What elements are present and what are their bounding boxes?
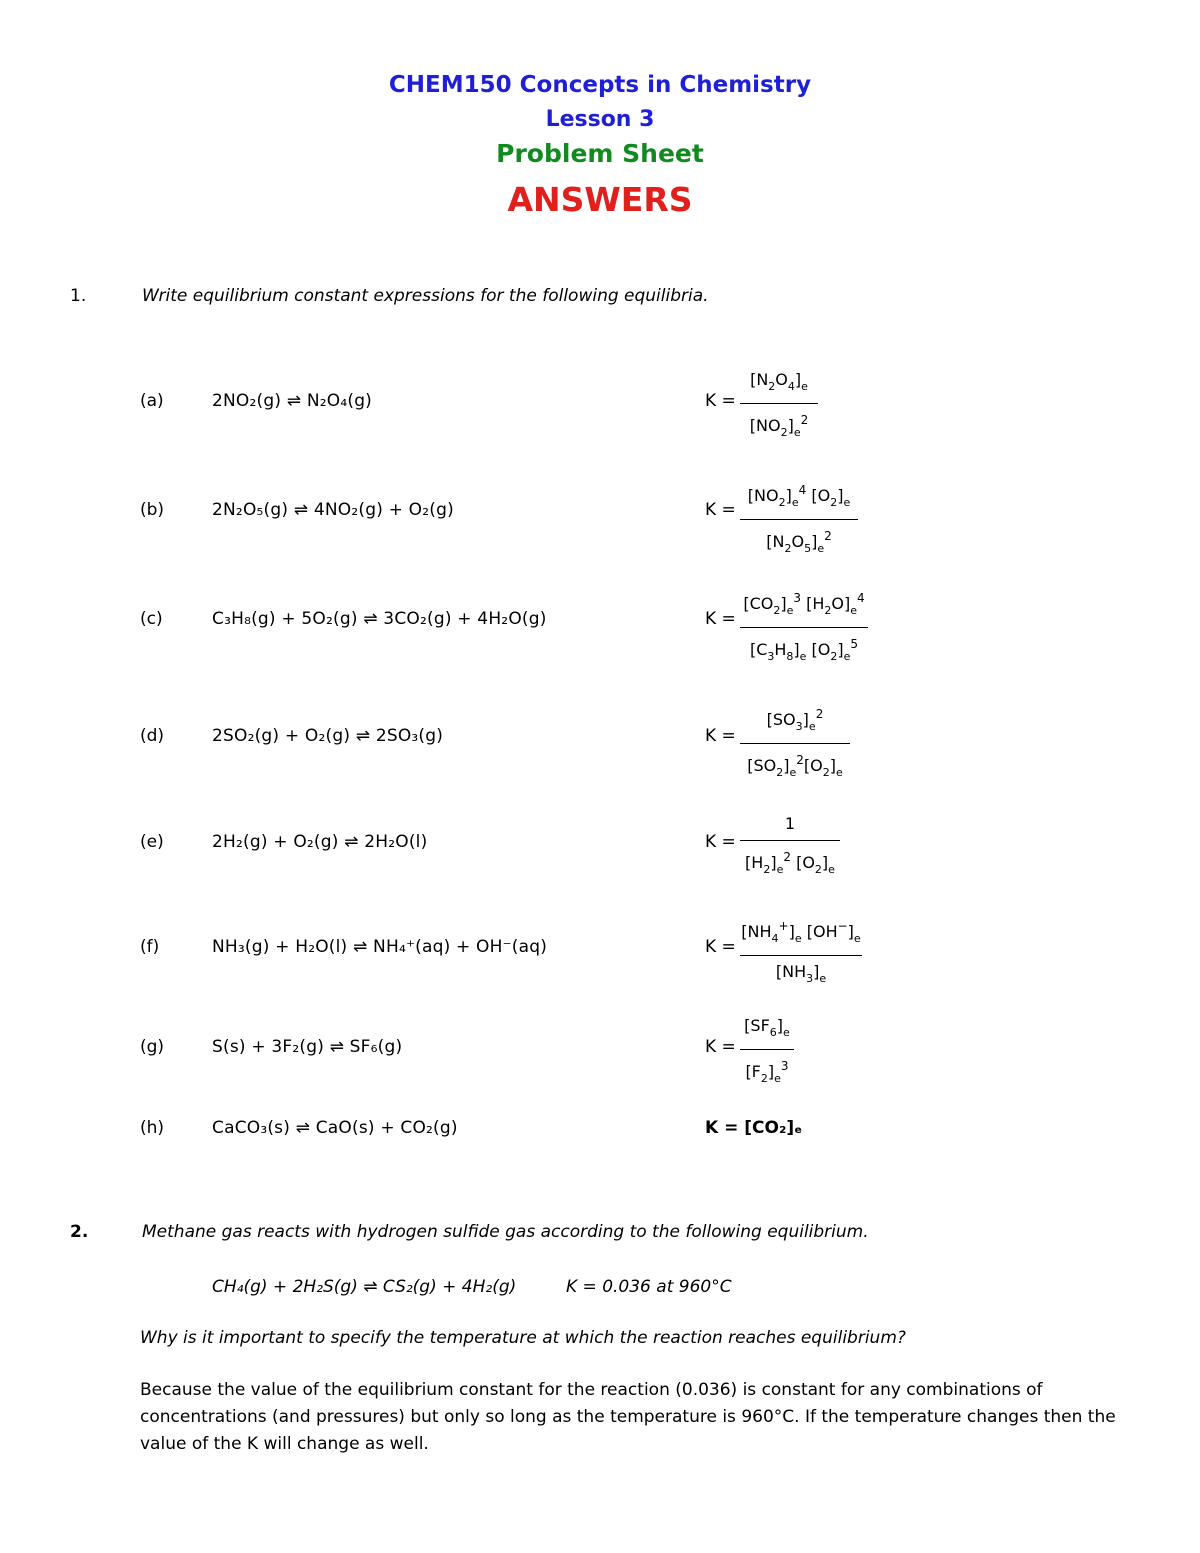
item-f-label: (f): [140, 937, 160, 957]
sheet-title: Problem Sheet: [496, 139, 704, 168]
item-f-reaction: NH₃(g) + H₂O(l) ⇌ NH₄⁺(aq) + OH⁻(aq): [212, 937, 548, 957]
question-2-number: 2.: [70, 1222, 89, 1242]
item-e-label: (e): [140, 832, 164, 852]
item-a-expression: $[N_2O_4]_e$ $[NO_2]_e^2$: [740, 370, 818, 443]
item-b-k-label: K =: [705, 500, 736, 520]
item-g-k-label: K =: [705, 1037, 736, 1057]
question-1-number: 1.: [70, 286, 87, 306]
item-e-expression: 1 $[H_2]_e^2$ $[O_2]_e$: [740, 814, 840, 880]
question-2-equation: CH₄(g) + 2H₂S(g) ⇌ CS₂(g) + 4H₂(g): [212, 1277, 517, 1297]
item-c-label: (c): [140, 609, 163, 629]
lesson-title: Lesson 3: [545, 107, 655, 132]
item-g-reaction: S(s) + 3F₂(g) ⇌ SF₆(g): [212, 1037, 403, 1057]
item-f-expression: $[NH_4^+]_e$ $[OH^-]_e$ $[NH_3]_e$: [741, 919, 861, 985]
answers-title: ANSWERS: [507, 180, 693, 219]
item-h-k-expression: K = [CO₂]ₑ: [705, 1118, 803, 1138]
item-c-k-label: K =: [705, 609, 736, 629]
item-e-k-label: K =: [705, 832, 736, 852]
item-b-reaction: 2N₂O₅(g) ⇌ 4NO₂(g) + O₂(g): [212, 500, 454, 520]
item-e-reaction: 2H₂(g) + O₂(g) ⇌ 2H₂O(l): [212, 832, 428, 852]
item-a-reaction: 2NO₂(g) ⇌ N₂O₄(g): [212, 391, 373, 411]
item-d-k-label: K =: [705, 726, 736, 746]
item-b-expression: $[NO_2]_e^4$ $[O_2]_e$ $[N_2O_5]_e^2$: [740, 480, 858, 559]
item-d-expression: $[SO_3]_e^2$ $[SO_2]_e^2[O_2]_e$: [740, 704, 850, 783]
item-c-reaction: C₃H₈(g) + 5O₂(g) ⇌ 3CO₂(g) + 4H₂O(g): [212, 609, 547, 629]
question-2-question: Why is it important to specify the temperature at which the reaction reaches equilibrium?: [140, 1328, 906, 1348]
item-d-label: (d): [140, 726, 165, 746]
item-g-label: (g): [140, 1037, 165, 1057]
item-c-expression: $[CO_2]_e^3$ $[H_2O]_e^4$ $[C_3H_8]_e$ $[O_2]_e^5$: [740, 588, 868, 667]
item-b-label: (b): [140, 500, 165, 520]
question-1-prompt: Write equilibrium constant expressions for the following equilibria.: [142, 286, 709, 306]
item-h-reaction: CaCO₃(s) ⇌ CaO(s) + CO₂(g): [212, 1118, 458, 1138]
question-2-prompt: Methane gas reacts with hydrogen sulfide gas according to the following equilibrium.: [142, 1222, 869, 1242]
item-h-label: (h): [140, 1118, 165, 1138]
course-title: CHEM150 Concepts in Chemistry: [388, 72, 812, 98]
item-a-k-label: K =: [705, 391, 736, 411]
item-d-reaction: 2SO₂(g) + O₂(g) ⇌ 2SO₃(g): [212, 726, 444, 746]
question-2-answer: Because the value of the equilibrium constant for the reaction (0.036) is constant for any combinations of concentrations (and pressures) but only so long as the temperature is 960°C. If the temperature changes then the value of the K will change as well.: [140, 1380, 1116, 1454]
question-2-k-value: K = 0.036 at 960°C: [566, 1277, 732, 1297]
item-g-expression: $[SF_6]_e$ $[F_2]_e^3$: [740, 1016, 794, 1089]
item-a-label: (a): [140, 391, 164, 411]
item-f-k-label: K =: [705, 937, 736, 957]
